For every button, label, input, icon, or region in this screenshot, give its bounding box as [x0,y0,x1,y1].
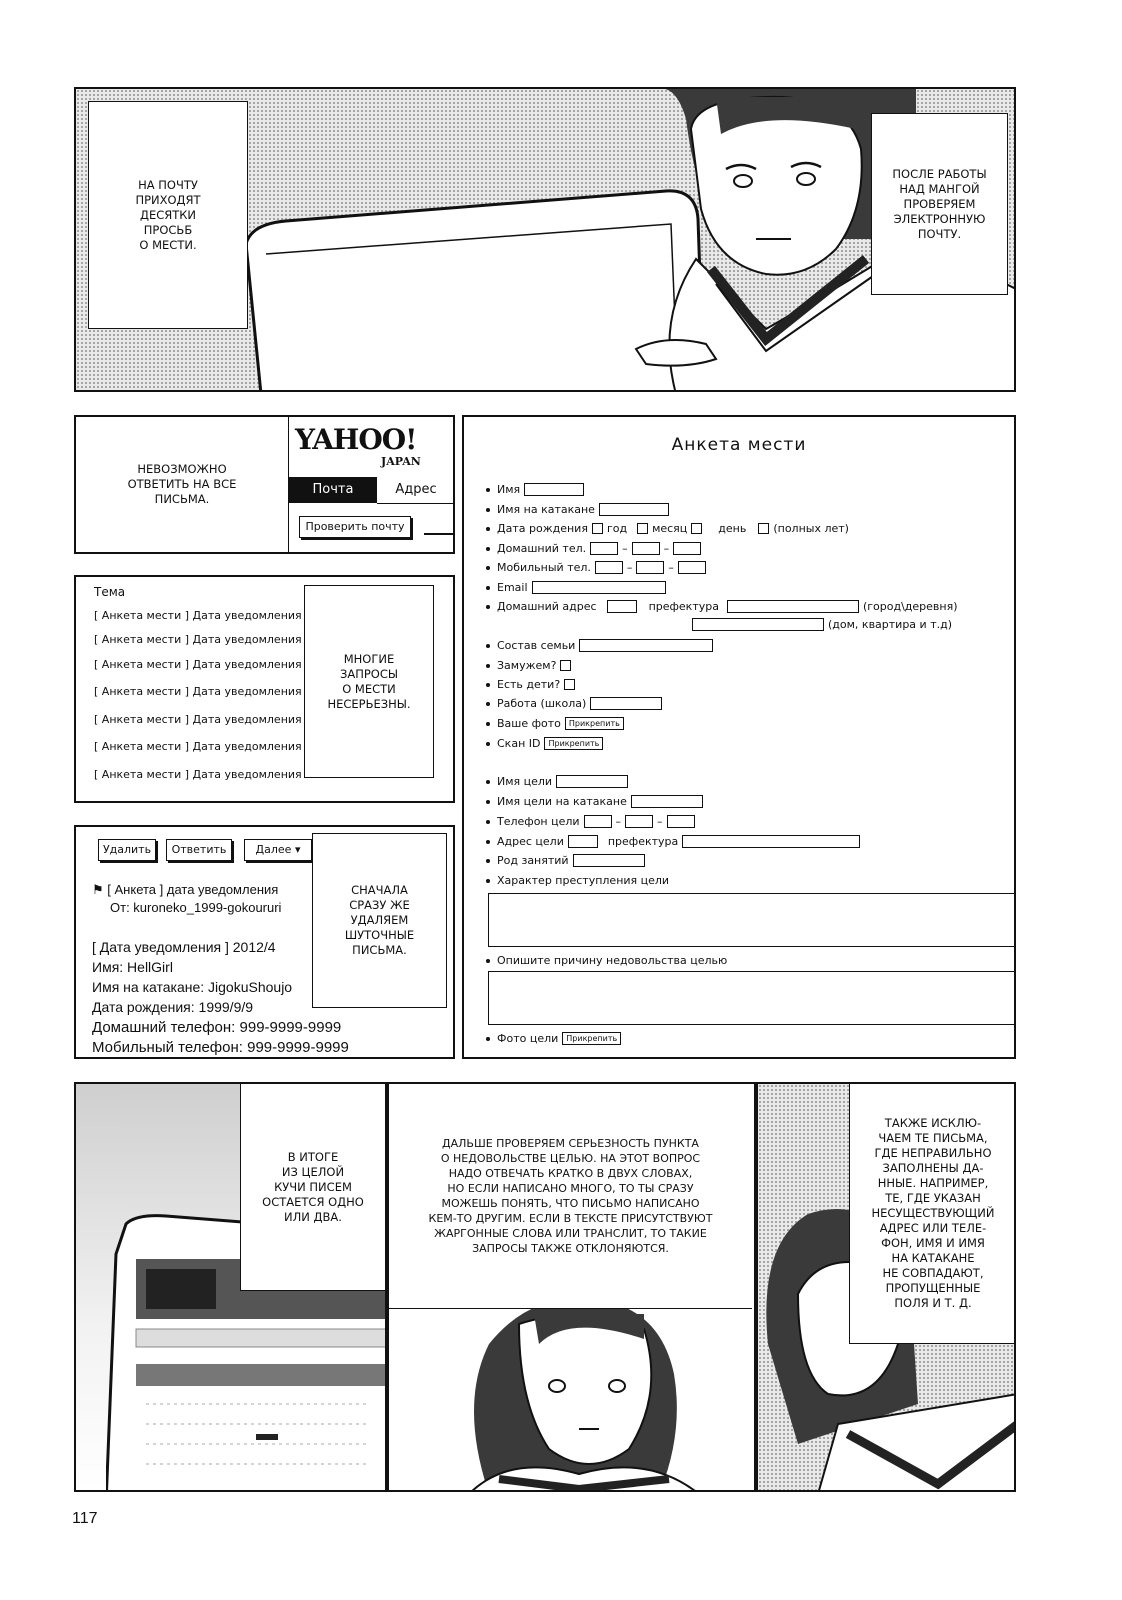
form-row-home-address [486,600,958,613]
house-field[interactable] [692,618,824,631]
year-box[interactable] [592,523,603,534]
bullet [486,644,490,648]
email-subject-text: [ Анкета ] дата уведомления [107,882,279,897]
check-mail-button[interactable]: Проверить почту [299,516,411,538]
name-field[interactable] [524,483,584,496]
label-children: Есть дети? [497,678,561,691]
bullet [486,840,490,844]
email-subject [92,882,278,898]
form-row-house [692,618,952,631]
label-mobile-tel: Мобильный тел. [497,561,591,574]
next-button-label: Далее [255,843,292,856]
home-tel-field-2[interactable] [632,542,660,555]
label-target-prefecture: префектура [607,835,679,848]
form-row-reason [486,954,727,967]
label-target-address: Адрес цели [497,835,564,848]
home-tel-field-1[interactable] [590,542,618,555]
family-field[interactable] [579,639,713,652]
form-title: Анкета мести [671,435,807,455]
form-row-occupation [486,854,645,867]
target-phone-field-2[interactable] [625,815,653,828]
bullet [486,702,490,706]
label-occupation: Род занятий [497,854,569,867]
form-row-work [486,697,662,710]
children-checkbox[interactable] [564,679,575,690]
bullet [486,586,490,590]
list-item[interactable]: [ Анкета мести ] Дата уведомления [94,713,302,726]
tab-mail[interactable]: Почта [289,477,377,503]
label-home-tel: Домашний тел. [497,542,587,555]
bullet [486,488,490,492]
list-item[interactable]: [ Анкета мести ] Дата уведомления [94,740,302,753]
mobile-tel-field-2[interactable] [636,561,664,574]
caption-one-or-two-left: В ИТОГЕ ИЗ ЦЕЛОЙ КУЧИ ПИСЕМ ОСТАЕТСЯ ОДНО ИЛИ ДВА. [240,1084,385,1291]
email-body-line: Имя: HellGirl [92,959,173,975]
label-describe-reason: Опишите причину недовольства целью [497,954,728,967]
label-married: Замужем? [497,659,557,672]
form-row-target-phone: Телефон цели – – [486,815,695,828]
bullet [486,664,490,668]
revenge-form-panel [462,415,1016,1059]
bullet [486,879,490,883]
attach-photo-button[interactable]: Прикрепить [565,717,624,730]
occupation-field[interactable] [573,854,645,867]
label-full-years: (полных лет) [773,522,849,535]
form-row-target-address [486,835,860,848]
subject-header: Тема [94,585,126,599]
bullet [486,859,490,863]
email-body-line: Имя на катакане: JigokuShoujo [92,979,293,995]
email-field[interactable] [532,581,666,594]
name-kana-field[interactable] [599,503,669,516]
target-phone-field-1[interactable] [584,815,612,828]
label-family: Состав семьи [497,639,576,652]
list-item[interactable]: [ Анкета мести ] Дата уведомления [94,685,302,698]
form-row-family [486,639,713,652]
target-address-field[interactable] [682,835,860,848]
bullet [486,605,490,609]
tab-address[interactable]: Адрес [377,477,455,504]
yahoo-logo: YAHOO! [295,423,417,456]
email-body-line: Домашний телефон: 999-9999-9999 [92,1019,342,1036]
label-crime-nature: Характер преступления цели [497,874,670,887]
target-kana-field[interactable] [631,795,703,808]
form-row-name [486,483,584,496]
panel-6 [387,1082,756,1492]
reason-textarea[interactable] [488,971,1016,1025]
month-box[interactable] [637,523,648,534]
home-tel-field-3[interactable] [673,542,701,555]
label-city-village: (город\деревня) [862,600,958,613]
next-button[interactable] [244,839,312,861]
email-body-line: [ Дата уведомления ] 2012/4 [92,939,276,955]
label-house-apt: (дом, квартира и т.д) [828,618,952,631]
label-target-phone: Телефон цели [497,815,580,828]
label-target-name: Имя цели [497,775,553,788]
bullet [486,508,490,512]
panel-1 [74,87,1016,392]
form-row-crime [486,874,669,887]
caption-delete-joke-mails: СНАЧАЛА СРАЗУ ЖЕ УДАЛЯЕМ ШУТОЧНЫЕ ПИСЬМА. [312,833,447,1008]
form-row-name-kana [486,503,669,516]
label-home-address: Домашний адрес [497,600,597,613]
form-row-married [486,659,571,672]
form-row-home-tel: Домашний тел. – – [486,542,701,555]
chevron-down-icon: ▾ [294,843,301,856]
form-row-children [486,678,575,691]
label-month: месяц [652,522,688,535]
form-row-email [486,581,666,594]
list-item[interactable]: [ Анкета мести ] Дата уведомления [94,633,302,646]
bullet [486,959,490,963]
label-work: Работа (школа) [497,697,587,710]
bullet [486,547,490,551]
panel-5 [74,1082,387,1492]
bullet [486,820,490,824]
bullet [486,566,490,570]
bullet [486,800,490,804]
label-name: Имя [497,483,521,496]
form-row-birth [486,522,849,535]
caption-cannot-answer-all: НЕВОЗМОЖНО ОТВЕТИТЬ НА ВСЕ ПИСЬМА. [76,417,288,552]
label-email: Email [497,581,528,594]
yahoo-logo-japan: JAPAN [381,455,421,468]
label-birth: Дата рождения [497,522,588,535]
page-number: 117 [72,1510,98,1527]
age-box[interactable] [758,523,769,534]
attach-target-photo-button[interactable]: Прикрепить [562,1032,621,1045]
attach-scan-button[interactable]: Прикрепить [544,737,603,750]
target-phone-field-3[interactable] [667,815,695,828]
mobile-tel-field-1[interactable] [595,561,623,574]
delete-button[interactable]: Удалить [98,839,156,861]
girl-front-illustration [429,1284,719,1492]
list-item[interactable]: [ Анкета мести ] Дата уведомления [94,658,302,671]
mobile-tel-field-3[interactable] [678,561,706,574]
label-prefecture: префектура [648,600,719,613]
form-row-scan-id [486,737,603,750]
caption-check-seriousness: ДАЛЬШЕ ПРОВЕРЯЕМ СЕРЬЕЗНОСТЬ ПУНКТА О НЕДОВОЛЬСТВЕ ЦЕЛЬЮ. НА ЭТОТ ВОПРОС НАДО ОТВЕЧАТЬ КРАТКО В ДВУХ СЛОВАХ, НО ЕСЛИ НАПИСАНО МНОГО, ТО ТЫ СРАЗУ МОЖЕШЬ ПОНЯТЬ, ЧТО ПИСЬМО НАПИСАНО КЕМ-ТО ДРУГИМ. ЕСЛИ В ТЕКСТЕ ПРИСУТСТВУЮТ ЖАРГОННЫЕ СЛОВА ИЛИ ТРАНСЛИТ, ТО ТАКИЕ ЗАПРОСЫ ТАКЖЕ ОТКЛОНЯЮТСЯ. [389,1084,752,1309]
bullet [486,527,490,531]
target-name-field[interactable] [556,775,628,788]
city-field[interactable] [727,600,859,613]
list-item[interactable]: [ Анкета мести ] Дата уведомления [94,609,302,622]
bullet [486,722,490,726]
flag-icon: ⚑ [92,882,104,897]
list-item[interactable]: [ Анкета мести ] Дата уведомления [94,768,302,781]
panel-4 [74,825,455,1059]
form-row-mobile-tel: Мобильный тел. – – [486,561,706,574]
caption-after-manga-work: ПОСЛЕ РАБОТЫ НАД МАНГОЙ ПРОВЕРЯЕМ ЭЛЕКТРОННУЮ ПОЧТУ. [871,113,1008,295]
email-sender: От: kuroneko_1999-gokoururi [110,900,282,915]
bullet [486,780,490,784]
form-row-target-name [486,775,628,788]
form-row-target-photo [486,1032,621,1045]
label-year: год [606,522,628,535]
reply-button[interactable]: Ответить [166,839,232,861]
day-box[interactable] [691,523,702,534]
crime-textarea[interactable] [488,893,1016,947]
home-prefecture-field[interactable] [607,600,637,613]
caption-many-not-serious: МНОГИЕ ЗАПРОСЫ О МЕСТИ НЕСЕРЬЕЗНЫ. [304,585,434,778]
work-field[interactable] [590,697,662,710]
caption-wrongly-filled: ТАКЖЕ ИСКЛЮ- ЧАЕМ ТЕ ПИСЬМА, ГДЕ НЕПРАВИЛЬНО ЗАПОЛНЕНЫ ДА- ННЫЕ. НАПРИМЕР, ТЕ, ГДЕ УКАЗАН НЕСУЩЕСТВУЮЩИЙ АДРЕС ИЛИ ТЕЛЕ- ФОН, ИМЯ И ИМЯ НА КАТАКАНЕ НЕ СОВПАДАЮТ, ПРОПУЩЕННЫЕ ПОЛЯ И Т. Д. [849,1084,1016,1344]
email-body-line: Дата рождения: 1999/9/9 [92,999,254,1015]
header-divider [424,533,454,535]
label-day: день [718,522,747,535]
label-your-photo: Ваше фото [497,717,561,730]
panel-2 [74,415,455,554]
target-prefecture-field[interactable] [568,835,598,848]
bullet [486,742,490,746]
label-target-photo: Фото цели [497,1032,559,1045]
form-row-target-kana [486,795,703,808]
bullet [486,683,490,687]
email-body-line: Мобильный телефон: 999-9999-9999 [92,1039,349,1056]
yahoo-mail-header [288,417,455,552]
form-row-your-photo [486,717,624,730]
label-scan-id: Скан ID [497,737,541,750]
bullet [486,1037,490,1041]
caption-emails-arrive: НА ПОЧТУ ПРИХОДЯТ ДЕСЯТКИ ПРОСЬБ О МЕСТИ. [88,101,248,329]
panel-3 [74,575,455,803]
panel-7 [756,1082,1016,1492]
label-name-kana: Имя на катакане [497,503,595,516]
married-checkbox[interactable] [560,660,571,671]
label-target-kana: Имя цели на катакане [497,795,627,808]
